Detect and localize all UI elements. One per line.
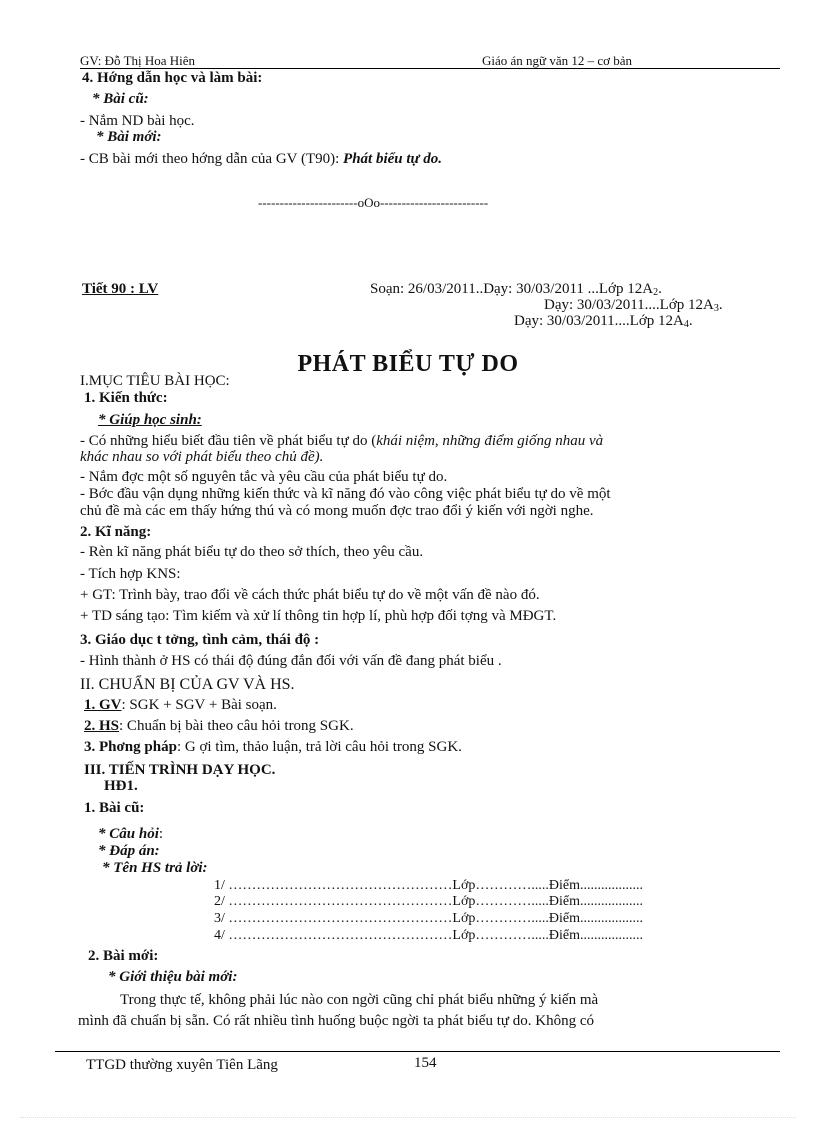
row-dots: ………………………………………… (228, 928, 453, 943)
knowledge-heading: 1. Kiến thức: (84, 390, 168, 406)
schedule-2-sub: 3 (713, 303, 719, 314)
header-rule (80, 68, 780, 69)
bottom-dotted-rule (20, 1117, 796, 1118)
attitude-heading: 3. Giáo dục t tởng, tình cảm, thái độ : (80, 632, 320, 648)
process-question-label: * Câu hỏi (98, 826, 159, 842)
prev-new-item (80, 151, 442, 168)
knowledge-1 (80, 433, 603, 450)
footer-center: TTGD thường xuyên Tiên Lãng (86, 1057, 278, 1073)
schedule-2: Dạy: 30/03/2011....Lớp $12A_3$. (544, 297, 723, 314)
row-lop: Lớp…………..... (452, 894, 549, 909)
table-row (214, 928, 643, 944)
prep-method-text: : G ợi tìm, thảo luận, trả lời câu hỏi trong SGK. (176, 739, 462, 755)
attitude-1: - Hình thành ở HS có thái độ đúng đắn đối với vấn đề đang phát biểu . (80, 653, 502, 669)
process-question (98, 826, 163, 843)
process-answer: * Đáp án: (98, 843, 160, 859)
knowledge-2: - Nắm đợc một số nguyên tắc và yêu cầu của phát biểu tự do. (80, 469, 448, 485)
row-lop: Lớp…………..... (452, 911, 549, 926)
schedule-1-sub: 2 (653, 287, 659, 298)
process-paragraph-2: mình đã chuẩn bị sẵn. Có rất nhiều tình huống buộc ngời ta phát biểu tự do. Không có (78, 1013, 594, 1029)
row-num: 4/ (214, 928, 229, 943)
process-hd: HĐ1. (104, 778, 138, 794)
footer-rule (55, 1051, 780, 1052)
prep-hs (84, 718, 354, 735)
skill-1: - Rèn kĩ năng phát biểu tự do theo sở thích, theo yêu cầu. (80, 544, 424, 560)
row-num: 2/ (214, 894, 229, 909)
lesson-title: PHÁT BIỂU TỰ DO (297, 351, 519, 377)
prep-heading: II. CHUẨN BỊ CỦA GV VÀ HS. (80, 676, 295, 693)
row-diem: Điểm.................. (548, 928, 643, 943)
skill-2: - Tích hợp KNS: (80, 566, 181, 582)
schedule-2-text: Dạy: 30/03/2011....Lớp 12A (544, 297, 714, 313)
row-diem: Điểm.................. (548, 911, 643, 926)
row-lop: Lớp…………..... (452, 928, 549, 943)
schedule-3-text: Dạy: 30/03/2011....Lớp 12A (514, 313, 684, 329)
header-teacher: GV: Đỗ Thị Hoa Hiên (80, 53, 196, 68)
prep-method (84, 739, 462, 756)
row-diem: Điểm.................. (548, 894, 643, 909)
prep-method-label: 3. Phơng pháp (84, 739, 177, 755)
process-paragraph-1: Trong thực tế, không phải lúc nào con ngời cũng chỉ phát biểu những ý kiến mà (120, 992, 599, 1008)
prev-heading: 4. Hớng dẫn học và làm bài: (82, 70, 263, 86)
table-row (214, 878, 643, 894)
prep-gv-label: 1. GV (84, 697, 122, 713)
header-subject: Giáo án ngữ văn 12 – cơ bản (482, 53, 633, 68)
table-row (214, 894, 643, 910)
row-dots: ………………………………………… (228, 878, 453, 893)
separator: -----------------------oOo------------------------- (258, 195, 489, 210)
schedule-1: Soạn: 26/03/2011..Dạy: 30/03/2011 ...Lớp $12A_2$. (370, 281, 662, 298)
process-old-heading: 1. Bài cũ: (84, 800, 145, 816)
process-question-colon: : (158, 826, 164, 842)
prev-old-label: * Bài cũ: (92, 91, 149, 107)
row-dots: ………………………………………… (228, 911, 453, 926)
process-intro-label: * Giới thiệu bài mới: (108, 969, 238, 985)
prev-new-label: * Bài mới: (96, 129, 162, 145)
knowledge-1-emph: khái niệm, những điểm giống nhau và (376, 433, 604, 449)
page-number: 154 (414, 1055, 437, 1071)
process-names: * Tên HS trả lời: (102, 860, 208, 876)
prev-new-item-emph: Phát biểu tự do. (343, 151, 443, 167)
knowledge-1-text: - Có những hiểu biết đầu tiên về phát biểu tự do ( (80, 433, 377, 449)
prep-hs-text: : Chuẩn bị bài theo câu hỏi trong SGK. (119, 718, 354, 734)
skill-4: + TD sáng tạo: Tìm kiếm và xử lí thông tin hợp lí, phù hợp đối tợng và MĐGT. (80, 608, 557, 624)
skills-heading: 2. Kĩ năng: (80, 524, 152, 540)
skill-3: + GT: Trình bày, trao đổi về cách thức phát biểu tự do về một vấn đề nào đó. (80, 587, 540, 603)
process-new-heading: 2. Bài mới: (88, 948, 159, 964)
schedule-1-text: Soạn: 26/03/2011..Dạy: 30/03/2011 ...Lớp 12A (370, 281, 654, 297)
prep-gv-text: : SGK + SGV + Bài soạn. (121, 697, 277, 713)
process-heading: III. TIẾN TRÌNH DẠY HỌC. (84, 762, 276, 778)
schedule-3-sub: 4 (683, 319, 689, 330)
objectives-heading: I.MỤC TIÊU BÀI HỌC: (80, 373, 230, 389)
lesson-code: Tiết 90 : LV (82, 281, 159, 297)
knowledge-1-cont: khác nhau so với phát biểu theo chủ đề). (80, 449, 324, 465)
row-num: 1/ (214, 878, 229, 893)
prep-hs-label: 2. HS (84, 718, 120, 734)
knowledge-3: - Bớc đầu vận dụng những kiến thức và kĩ năng đó vào công việc phát biểu tự do về một (80, 486, 611, 502)
schedule-3: Dạy: 30/03/2011....Lớp $12A_4$. (514, 313, 693, 330)
row-diem: Điểm.................. (548, 878, 643, 893)
row-num: 3/ (214, 911, 229, 926)
help-label: * Giúp học sinh: (98, 412, 202, 428)
table-row (214, 911, 643, 927)
knowledge-3-cont: chủ đề mà các em thấy hứng thú và có mong muốn đợc trao đổi ý kiến với ngời nghe. (80, 503, 594, 519)
prev-old-item: - Nắm ND bài học. (80, 113, 195, 129)
row-dots: ………………………………………… (228, 894, 453, 909)
row-lop: Lớp…………..... (452, 878, 549, 893)
prep-gv (84, 697, 277, 714)
prev-new-item-text: - CB bài mới theo hớng dẫn của GV (T90): (80, 151, 344, 167)
